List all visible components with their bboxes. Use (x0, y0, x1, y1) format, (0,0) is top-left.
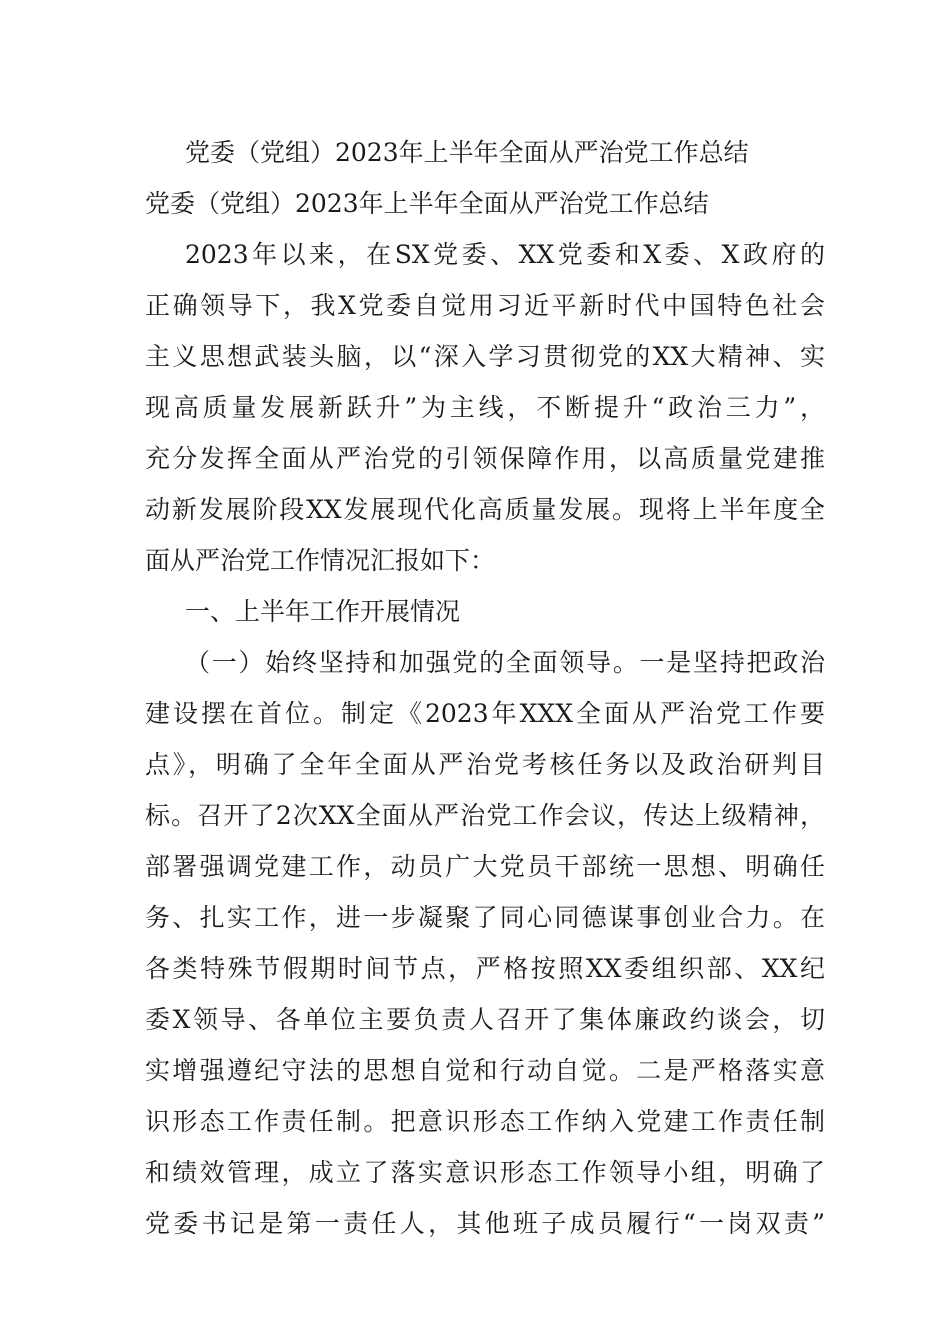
body-line-1: 2023年以来，在SX党委、XX党委和X委、X政府的 (185, 240, 825, 269)
body-line-6: 动新发展阶段XX发展现代化高质量发展。现将上半年度全 (145, 495, 825, 524)
body-line-18: 识形态工作责任制。把意识形态工作纳入党建工作责任制 (145, 1107, 825, 1136)
body-line-10: 建设摆在首位。制定《2023年XXX全面从严治党工作要 (145, 699, 825, 728)
body-line-16: 委X领导、各单位主要负责人召开了集体廉政约谈会，切 (145, 1005, 825, 1034)
body-line-17: 实增强遵纪守法的思想自觉和行动自觉。二是严格落实意 (145, 1056, 825, 1085)
body-line-2: 正确领导下，我X党委自觉用习近平新时代中国特色社会 (145, 291, 825, 320)
body-line-11: 点》，明确了全年全面从严治党考核任务以及政治研判目 (145, 750, 825, 779)
body-line-5: 充分发挥全面从严治党的引领保障作用，以高质量党建推 (145, 444, 825, 473)
body-line-19: 和绩效管理，成立了落实意识形态工作领导小组，明确了 (145, 1158, 825, 1187)
body-line-13: 部署强调党建工作，动员广大党员干部统一思想、明确任 (145, 852, 825, 881)
body-line-12: 标。召开了2次XX全面从严治党工作会议，传达上级精神， (145, 801, 825, 830)
body-line-9: （一）始终坚持和加强党的全面领导。一是坚持把政治 (185, 648, 825, 677)
body-line-15: 各类特殊节假期时间节点，严格按照XX委组织部、XX纪 (145, 954, 825, 983)
body-line-3: 主义思想武装头脑，以“深入学习贯彻党的XX大精神、实 (145, 342, 825, 371)
body-line-20: 党委书记是第一责任人，其他班子成员履行“一岗双责” (145, 1209, 825, 1238)
document-title: 党委（党组）2023年上半年全面从严治党工作总结 (185, 138, 749, 167)
body-line-4: 现高质量发展新跃升”为主线，不断提升“政治三力”， (145, 393, 825, 422)
body-line-7: 面从严治党工作情况汇报如下： (145, 546, 496, 575)
document-body (145, 127, 825, 1249)
body-line-14: 务、扎实工作，进一步凝聚了同心同德谋事创业合力。在 (145, 903, 825, 932)
section-heading: 一、上半年工作开展情况 (185, 597, 461, 626)
document-subtitle: 党委（党组）2023年上半年全面从严治党工作总结 (145, 189, 709, 218)
